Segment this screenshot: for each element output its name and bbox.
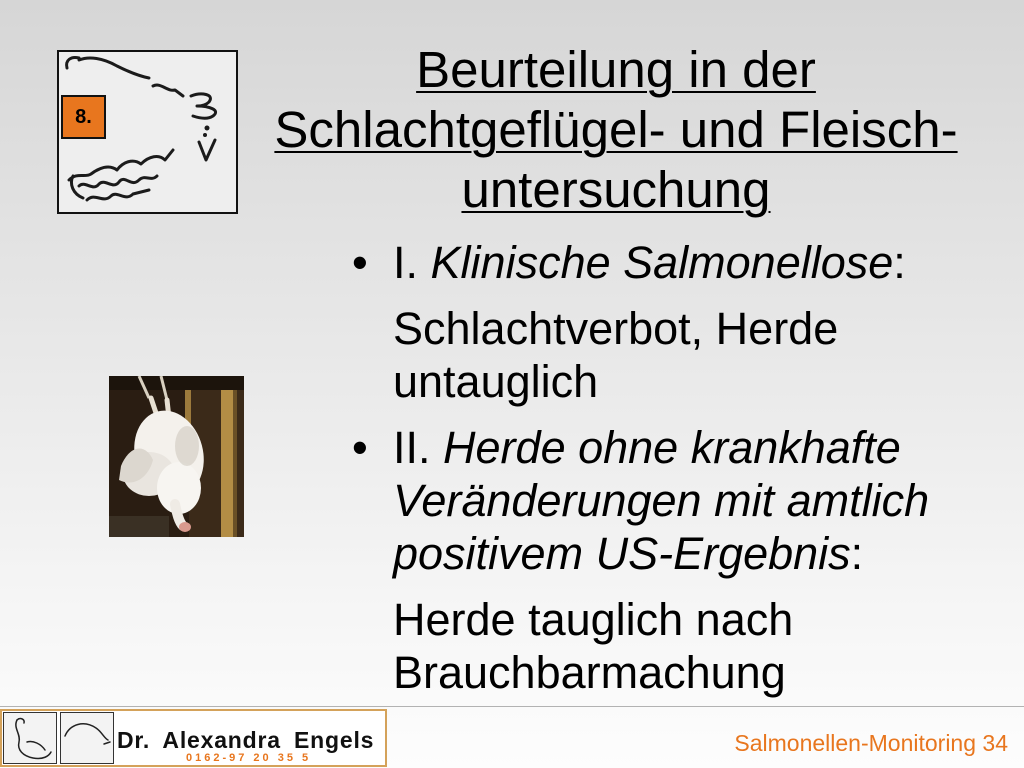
title-line-text: untersuchung: [461, 161, 771, 218]
title-line: [230, 40, 1002, 100]
bullet-emphasis: positivem US-Ergebnis: [393, 528, 851, 579]
bullet-detail-line: Herde tauglich nach: [393, 594, 794, 645]
author-name: Dr. Alexandra Engels: [117, 727, 375, 753]
bullet-detail-line: Brauchbarmachung: [393, 647, 786, 698]
swan-sketch-icon: [3, 712, 57, 764]
bullet-suffix: :: [893, 237, 906, 288]
footer-topic-text: Salmonellen-Monitoring: [734, 730, 977, 756]
bullet-detail-line: Schlachtverbot, Herde: [393, 303, 839, 354]
bullet-item-1: [352, 236, 992, 289]
chicken-photo-image: [109, 376, 244, 537]
bullet-label: I.: [393, 237, 419, 288]
author-logo: [0, 709, 387, 767]
footer-divider: [0, 706, 1024, 707]
bullet-emphasis: Klinische Salmonellose: [430, 237, 894, 288]
bullet-label: II.: [393, 422, 431, 473]
footer-slide-label: [734, 730, 1008, 756]
title-line: [230, 160, 1002, 220]
author-phone: 0162-97 20 35 5: [186, 752, 312, 764]
bullet-item-2: [352, 421, 992, 474]
bullet-list: [352, 236, 992, 699]
title-line-text: Beurteilung in der: [416, 41, 816, 98]
bullet-emphasis-line: [352, 474, 992, 527]
section-number-badge: 8.: [61, 95, 106, 139]
bullet-marker: •: [352, 237, 368, 288]
bullet-detail-line: untauglich: [393, 356, 599, 407]
title-line-text: Schlachtgeflügel- und Fleisch-: [274, 101, 958, 158]
hanging-chicken-photo: [109, 376, 244, 537]
bullet-suffix: :: [850, 528, 864, 579]
bullet-emphasis-line: [352, 527, 992, 580]
bullet-emphasis: Veränderungen mit amtlich: [393, 475, 930, 526]
slide-title: [230, 40, 1002, 220]
title-line: [230, 100, 1002, 160]
bullet-emphasis: Herde ohne krankhafte: [443, 422, 901, 473]
slide-number: 34: [982, 730, 1008, 756]
bullet-marker: •: [352, 422, 368, 473]
pig-sketch-icon: [60, 712, 114, 764]
